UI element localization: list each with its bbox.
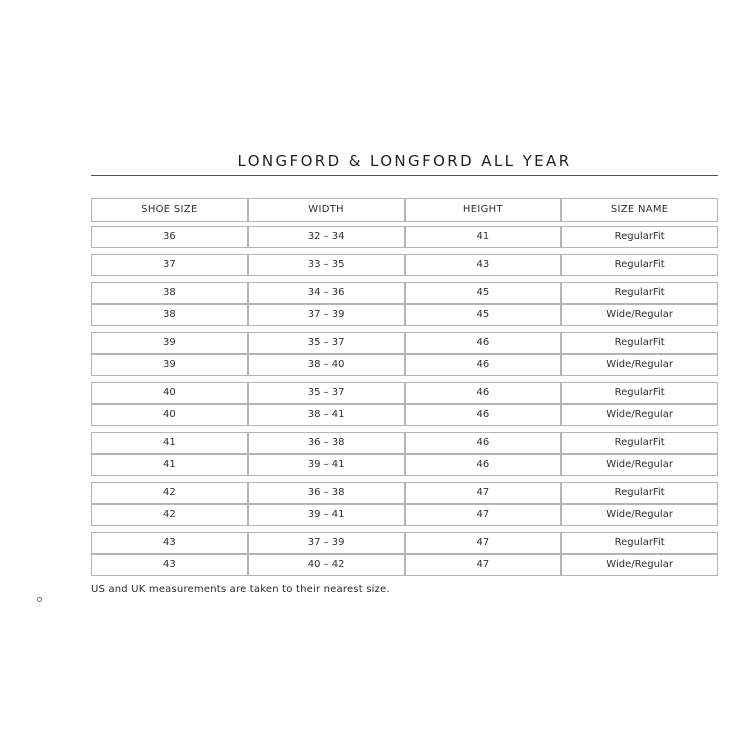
size-group-38 <box>91 282 718 326</box>
cell-height: 47 <box>405 532 562 554</box>
table-row <box>91 254 718 276</box>
table-row <box>91 482 718 504</box>
cell-width: 37 – 39 <box>248 304 405 326</box>
cell-size-name: RegularFit <box>561 482 718 504</box>
cell-height: 41 <box>405 226 562 248</box>
cell-height: 46 <box>405 332 562 354</box>
cell-size-name: Wide/Regular <box>561 354 718 376</box>
cell-size-name: Wide/Regular <box>561 504 718 526</box>
cell-height: 46 <box>405 354 562 376</box>
cell-width: 40 – 42 <box>248 554 405 576</box>
cell-width: 36 – 38 <box>248 482 405 504</box>
cell-size-name: Wide/Regular <box>561 454 718 476</box>
cell-height: 45 <box>405 304 562 326</box>
table-row <box>91 382 718 404</box>
cell-shoe-size: 42 <box>91 504 248 526</box>
cell-width: 35 – 37 <box>248 382 405 404</box>
table-row <box>91 554 718 576</box>
table-row <box>91 504 718 526</box>
header-height: HEIGHT <box>405 198 562 222</box>
title-divider <box>91 175 718 176</box>
measurement-footnote: US and UK measurements are taken to their nearest size. <box>91 584 390 595</box>
cell-shoe-size: 41 <box>91 432 248 454</box>
cell-width: 37 – 39 <box>248 532 405 554</box>
cell-width: 33 – 35 <box>248 254 405 276</box>
size-group-41 <box>91 432 718 476</box>
table-row <box>91 282 718 304</box>
table-row <box>91 354 718 376</box>
cell-height: 47 <box>405 504 562 526</box>
size-chart-table <box>91 198 718 576</box>
table-row <box>91 304 718 326</box>
cell-width: 32 – 34 <box>248 226 405 248</box>
cell-size-name: Wide/Regular <box>561 554 718 576</box>
cell-width: 38 – 41 <box>248 404 405 426</box>
cell-size-name: RegularFit <box>561 432 718 454</box>
degree-mark <box>37 597 42 602</box>
table-row <box>91 226 718 248</box>
cell-shoe-size: 41 <box>91 454 248 476</box>
size-group-36 <box>91 226 718 248</box>
table-row <box>91 404 718 426</box>
cell-shoe-size: 42 <box>91 482 248 504</box>
table-row <box>91 532 718 554</box>
cell-shoe-size: 43 <box>91 532 248 554</box>
cell-size-name: RegularFit <box>561 226 718 248</box>
cell-height: 46 <box>405 382 562 404</box>
size-group-37 <box>91 254 718 276</box>
size-group-43 <box>91 532 718 576</box>
table-row <box>91 454 718 476</box>
table-row <box>91 432 718 454</box>
cell-shoe-size: 38 <box>91 282 248 304</box>
cell-width: 38 – 40 <box>248 354 405 376</box>
cell-shoe-size: 43 <box>91 554 248 576</box>
cell-shoe-size: 38 <box>91 304 248 326</box>
cell-size-name: RegularFit <box>561 332 718 354</box>
cell-shoe-size: 40 <box>91 382 248 404</box>
cell-size-name: RegularFit <box>561 532 718 554</box>
cell-shoe-size: 39 <box>91 354 248 376</box>
header-size-name: SIZE NAME <box>561 198 718 222</box>
cell-size-name: RegularFit <box>561 254 718 276</box>
cell-shoe-size: 40 <box>91 404 248 426</box>
cell-size-name: Wide/Regular <box>561 304 718 326</box>
cell-size-name: RegularFit <box>561 282 718 304</box>
page-title: LONGFORD & LONGFORD ALL YEAR <box>237 152 572 170</box>
cell-size-name: RegularFit <box>561 382 718 404</box>
header-shoe-size: SHOE SIZE <box>91 198 248 222</box>
cell-height: 46 <box>405 454 562 476</box>
cell-width: 39 – 41 <box>248 454 405 476</box>
table-header-row <box>91 198 718 222</box>
cell-width: 35 – 37 <box>248 332 405 354</box>
cell-width: 34 – 36 <box>248 282 405 304</box>
cell-size-name: Wide/Regular <box>561 404 718 426</box>
cell-height: 43 <box>405 254 562 276</box>
cell-width: 36 – 38 <box>248 432 405 454</box>
cell-shoe-size: 39 <box>91 332 248 354</box>
cell-height: 46 <box>405 432 562 454</box>
size-group-40 <box>91 382 718 426</box>
size-group-42 <box>91 482 718 526</box>
cell-shoe-size: 37 <box>91 254 248 276</box>
header-width: WIDTH <box>248 198 405 222</box>
cell-width: 39 – 41 <box>248 504 405 526</box>
cell-height: 47 <box>405 554 562 576</box>
cell-shoe-size: 36 <box>91 226 248 248</box>
cell-height: 47 <box>405 482 562 504</box>
cell-height: 46 <box>405 404 562 426</box>
cell-height: 45 <box>405 282 562 304</box>
size-group-39 <box>91 332 718 376</box>
table-row <box>91 332 718 354</box>
